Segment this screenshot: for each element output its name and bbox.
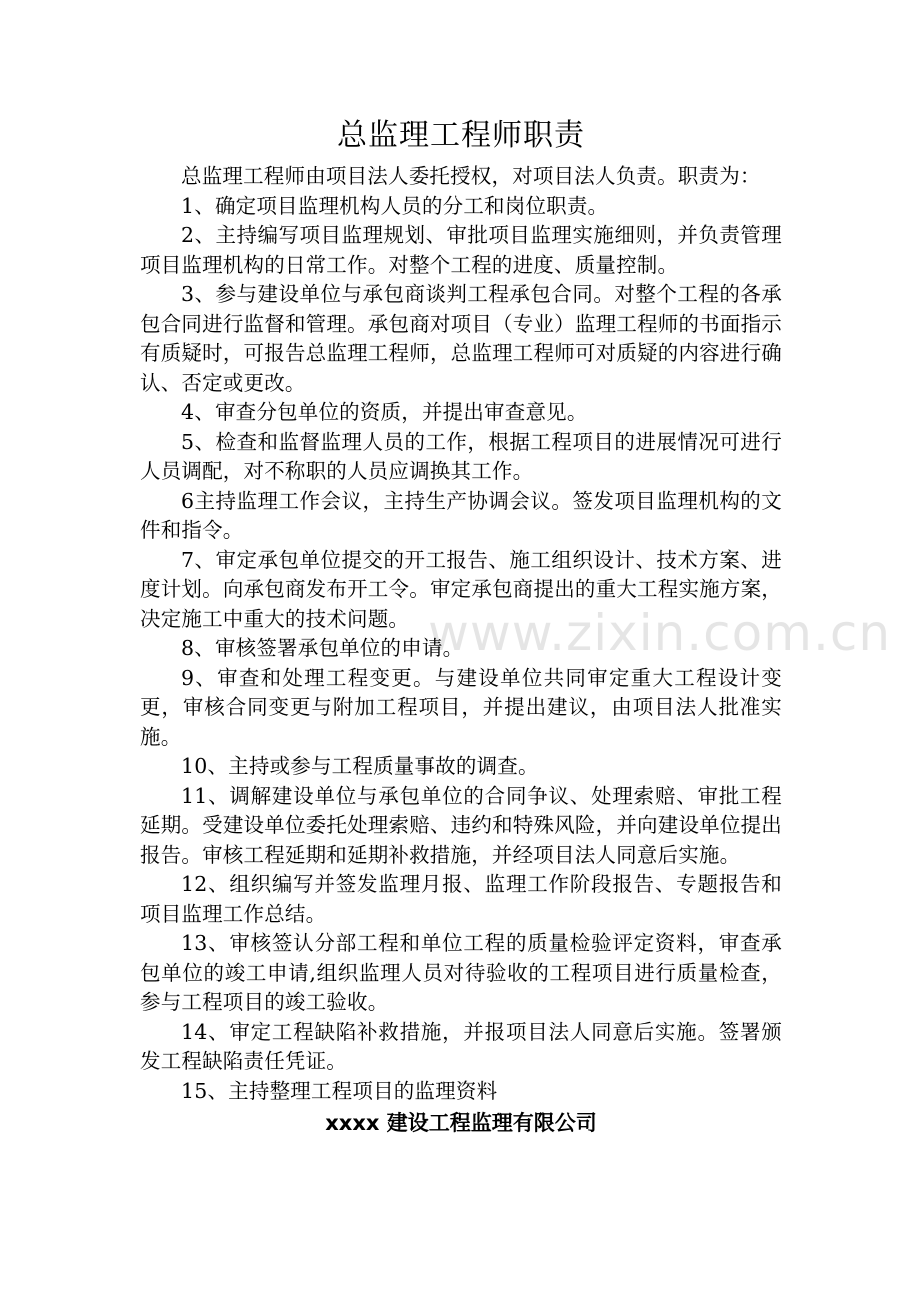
intro-paragraph: 总监理工程师由项目法人委托授权，对项目法人负责。职责为：: [181, 164, 761, 188]
duty-item-15: 15、主持整理工程项目的监理资料: [181, 1078, 498, 1103]
duty-item-5: 5、检查和监督监理人员的工作，根据工程项目的进展情况可进行人员调配，对不称职的人员应调换其工作。: [140, 429, 782, 483]
watermark: www.zixin.com.cn: [428, 604, 892, 662]
duty-item-14: 14、审定工程缺陷补救措施，并报项目法人同意后实施。签署颁发工程缺陷责任凭证。: [140, 1019, 782, 1073]
duty-item-12: 12、组织编写并签发监理月报、监理工作阶段报告、专题报告和项目监理工作总结。: [140, 872, 782, 926]
duty-item-7: 7、审定承包单位提交的开工报告、施工组织设计、技术方案、进度计划。向承包商发布开工令。审定承包商提出的重大工程实施方案，决定施工中重大的技术问题。: [140, 547, 782, 631]
duty-item-1: 1、确定项目监理机构人员的分工和岗位职责。: [181, 193, 609, 218]
company-name: xxxx 建设工程监理有限公司: [325, 1111, 597, 1135]
duty-item-6: 6主持监理工作会议，主持生产协调会议。签发项目监理机构的文件和指令。: [140, 488, 782, 542]
duty-item-8: 8、审核签署承包单位的申请。: [181, 636, 464, 660]
duty-item-11: 11、调解建设单位与承包单位的合同争议、处理索赔、审批工程延期。受建设单位委托处理索赔、违约和特殊风险，并向建设单位提出报告。审核工程延期和延期补救措施，并经项目法人同意后实施。: [140, 783, 782, 867]
duty-item-9: 9、审查和处理工程变更。与建设单位共同审定重大工程设计变更，审核合同变更与附加工程项目，并提出建议，由项目法人批准实施。: [140, 665, 782, 749]
document-page: [140, 110, 782, 1140]
duty-item-2: 2、主持编写项目监理规划、审批项目监理实施细则，并负责管理项目监理机构的日常工作。对整个工程的进度、质量控制。: [140, 223, 782, 277]
duty-item-10: 10、主持或参与工程质量事故的调查。: [181, 754, 539, 778]
duty-item-3: 3、参与建设单位与承包商谈判工程承包合同。对整个工程的各承包合同进行监督和管理。承包商对项目（专业）监理工程师的书面指示有质疑时，可报告总监理工程师，总监理工程师可对质疑的内容进行确认、否定或更改。: [140, 282, 782, 395]
duty-item-13: 13、审核签认分部工程和单位工程的质量检验评定资料，审查承包单位的竣工申请,组织监理人员对待验收的工程项目进行质量检查，参与工程项目的竣工验收。: [140, 931, 782, 1014]
document-title: 总监理工程师职责: [337, 118, 585, 153]
duty-item-4: 4、审查分包单位的资质，并提出审查意见。: [181, 400, 588, 424]
document-body: [140, 162, 782, 1106]
